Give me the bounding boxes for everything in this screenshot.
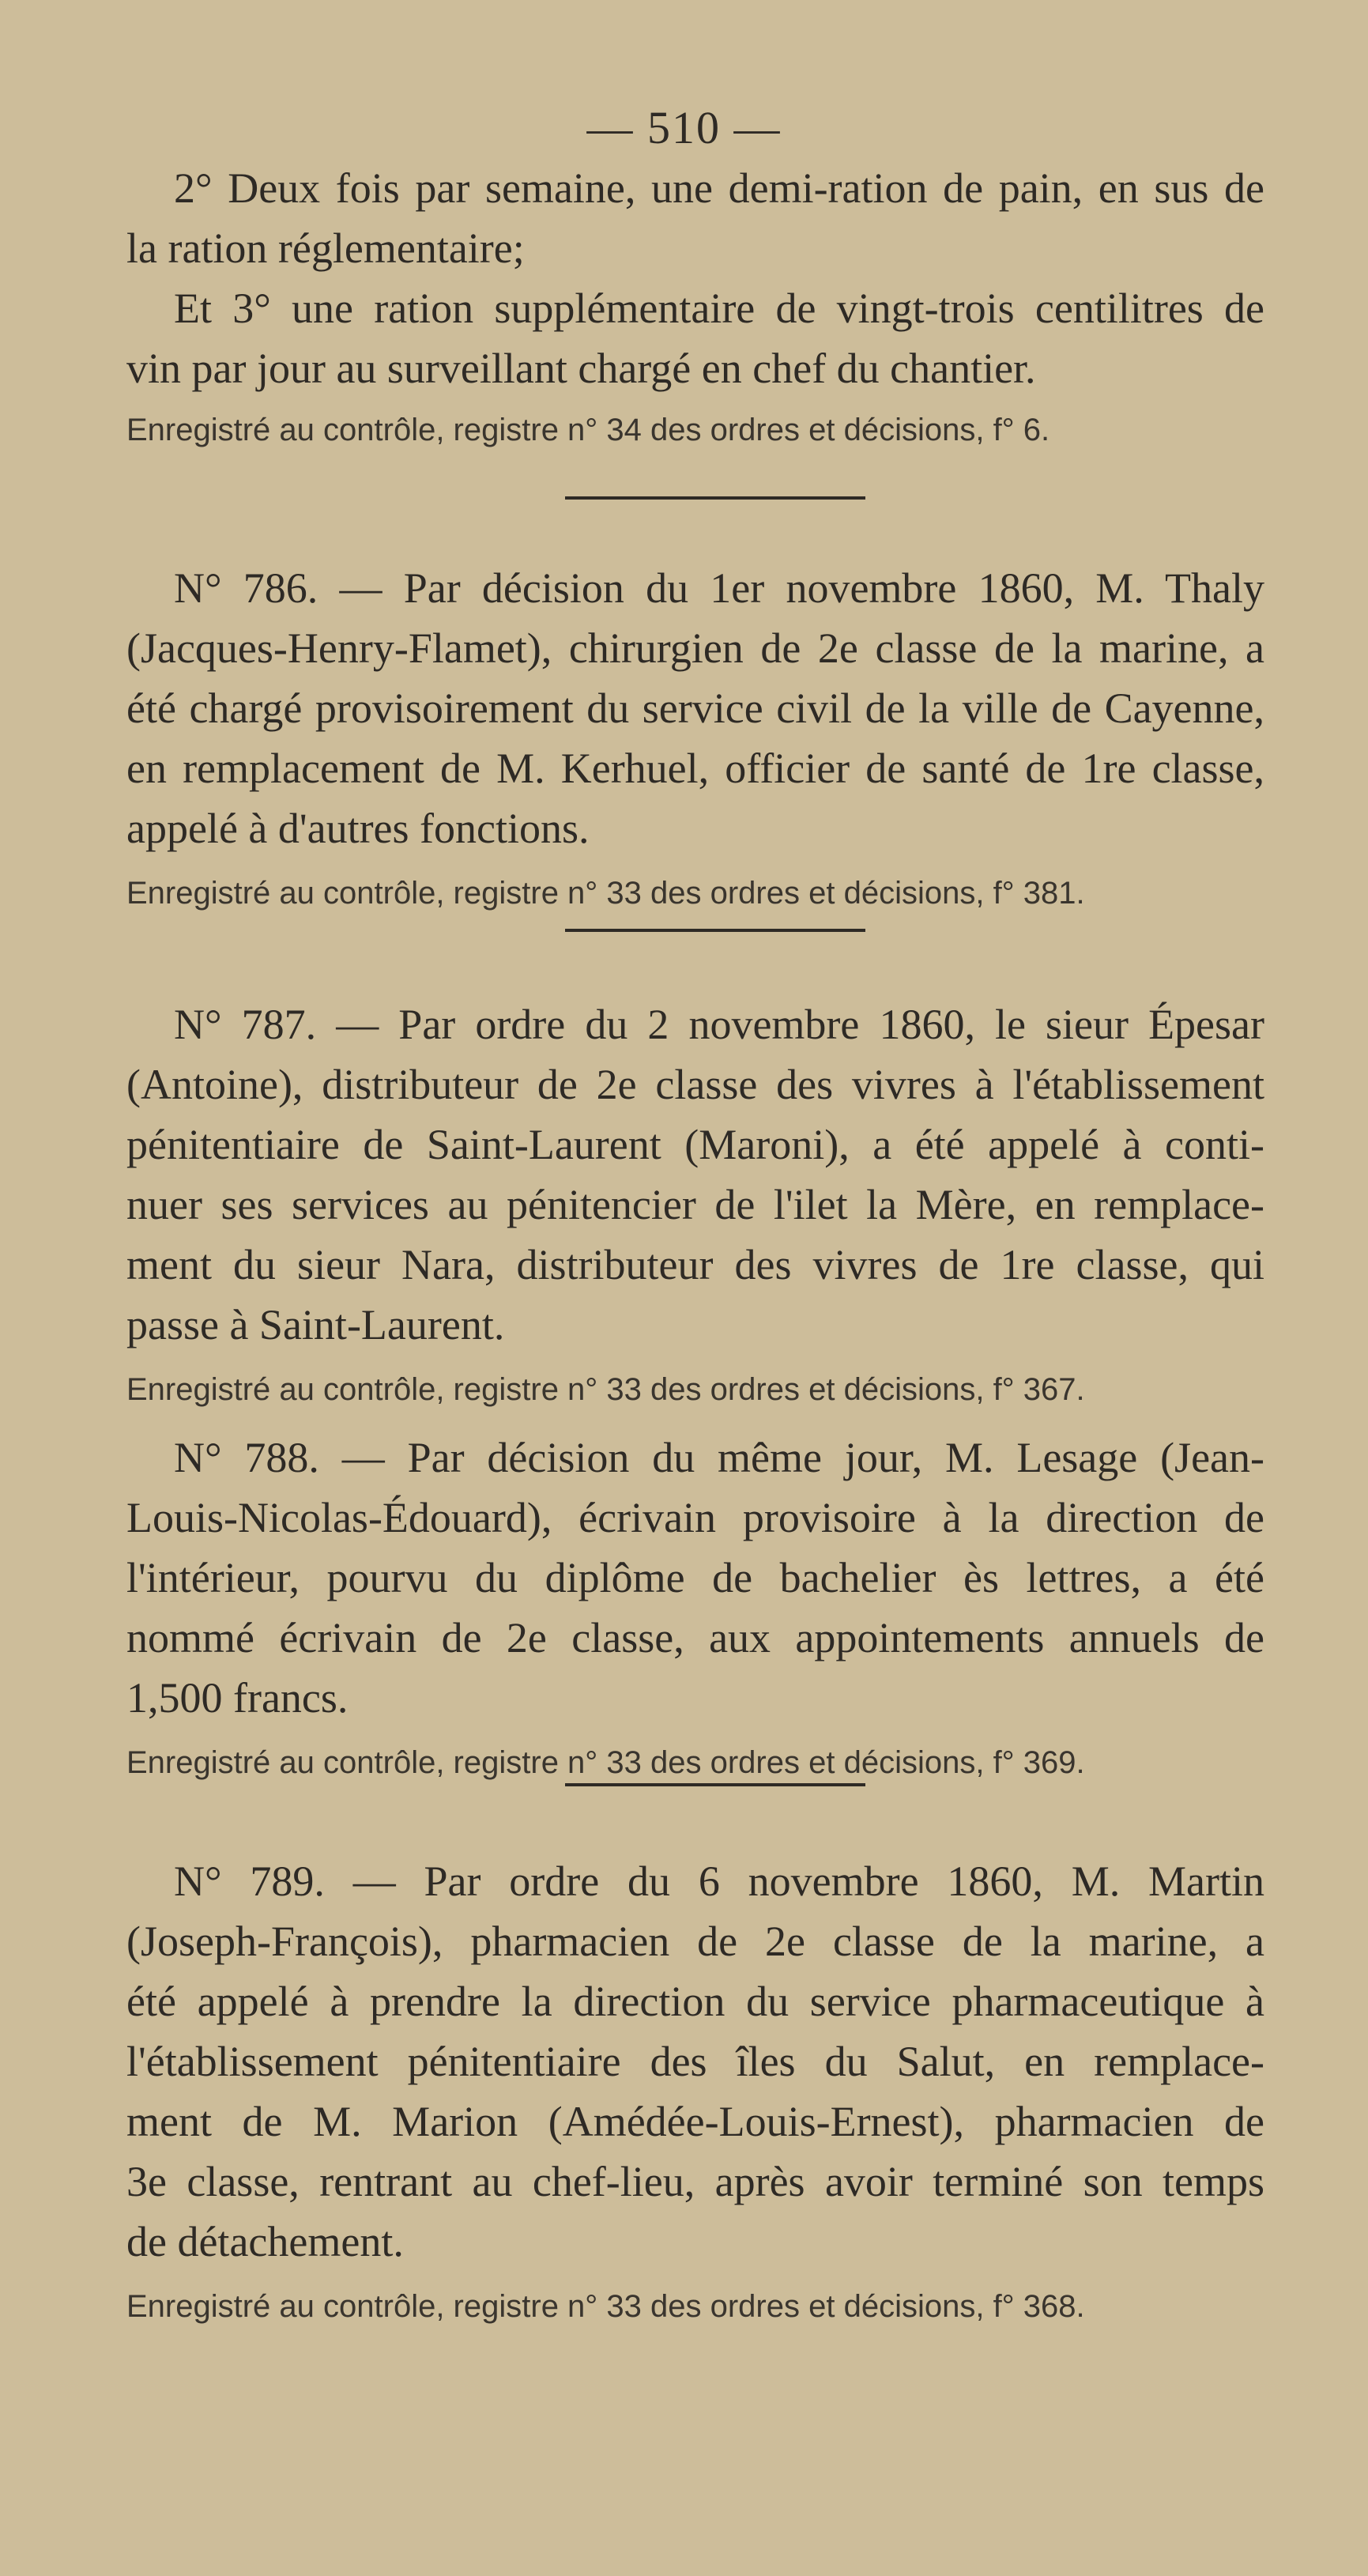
- separator-rule: [565, 496, 865, 500]
- entry-heading-line: N° 786. — Par décision du 1er novembre 1860, M. Thaly: [174, 564, 1264, 612]
- text-line: (Joseph-François), pharmacien de 2e classe de la marine, a: [126, 1918, 1264, 1965]
- text-line: Louis-Nicolas-Édouard), écrivain provisoire à la direction de: [126, 1494, 1264, 1541]
- text-line: (Jacques-Henry-Flamet), chirurgien de 2e classe de la marine, a: [126, 624, 1264, 672]
- text-line: été chargé provisoirement du service civil de la ville de Cayenne,: [126, 685, 1264, 732]
- text-line: 3e classe, rentrant au chef-lieu, après avoir terminé son temps: [126, 2158, 1264, 2205]
- registration-note: Enregistré au contrôle, registre n° 33 des ordres et décisions, f° 367.: [126, 1372, 1085, 1407]
- separator-rule: [565, 929, 865, 932]
- page-number: — 510 —: [586, 102, 782, 153]
- text-line: de détachement.: [126, 2218, 404, 2265]
- registration-note: Enregistré au contrôle, registre n° 33 des ordres et décisions, f° 368.: [126, 2289, 1085, 2324]
- registration-note: Enregistré au contrôle, registre n° 33 des ordres et décisions, f° 369.: [126, 1745, 1085, 1780]
- text-line: (Antoine), distributeur de 2e classe des vivres à l'établissement: [126, 1061, 1264, 1108]
- text-line: 1,500 francs.: [126, 1674, 349, 1722]
- text-line: nuer ses services au pénitencier de l'ilet la Mère, en remplace-: [126, 1181, 1264, 1228]
- entry-heading-line: N° 787. — Par ordre du 2 novembre 1860, le sieur Épesar: [174, 1001, 1264, 1048]
- text-line: nommé écrivain de 2e classe, aux appointements annuels de: [126, 1614, 1264, 1661]
- text-line: ment du sieur Nara, distributeur des vivres de 1re classe, qui: [126, 1241, 1264, 1288]
- entry-787: [126, 994, 1264, 1415]
- intro-section: [126, 158, 1264, 455]
- text-line: pénitentiaire de Saint-Laurent (Maroni), a été appelé à conti-: [126, 1121, 1264, 1168]
- registration-note: Enregistré au contrôle, registre n° 34 des ordres et décisions, f° 6.: [126, 413, 1050, 447]
- text-line: l'intérieur, pourvu du diplôme de bachelier ès lettres, a été: [126, 1554, 1264, 1601]
- entry-789: [126, 1851, 1264, 2332]
- entry-788: [126, 1428, 1264, 1788]
- text-line: 2° Deux fois par semaine, une demi-ration de pain, en sus de: [174, 164, 1264, 212]
- registration-note: Enregistré au contrôle, registre n° 33 des ordres et décisions, f° 381.: [126, 876, 1085, 911]
- entry-heading-line: N° 788. — Par décision du même jour, M. Lesage (Jean-: [174, 1434, 1264, 1481]
- separator-rule: [565, 1783, 865, 1786]
- text-line: passe à Saint-Laurent.: [126, 1301, 505, 1348]
- text-line: Et 3° une ration supplémentaire de vingt-trois centilitres de: [174, 285, 1264, 332]
- text-line: la ration réglementaire;: [126, 224, 525, 272]
- text-line: l'établissement pénitentiaire des îles du Salut, en remplace-: [126, 2038, 1264, 2085]
- entry-786: [126, 558, 1264, 918]
- text-line: ment de M. Marion (Amédée-Louis-Ernest), pharmacien de: [126, 2098, 1264, 2145]
- text-line: appelé à d'autres fonctions.: [126, 805, 590, 852]
- entry-heading-line: N° 789. — Par ordre du 6 novembre 1860, M. Martin: [174, 1858, 1264, 1905]
- text-line: en remplacement de M. Kerhuel, officier de santé de 1re classe,: [126, 745, 1264, 792]
- text-line: été appelé à prendre la direction du service pharmaceutique à: [126, 1978, 1264, 2025]
- text-line: vin par jour au surveillant chargé en chef du chantier.: [126, 345, 1036, 392]
